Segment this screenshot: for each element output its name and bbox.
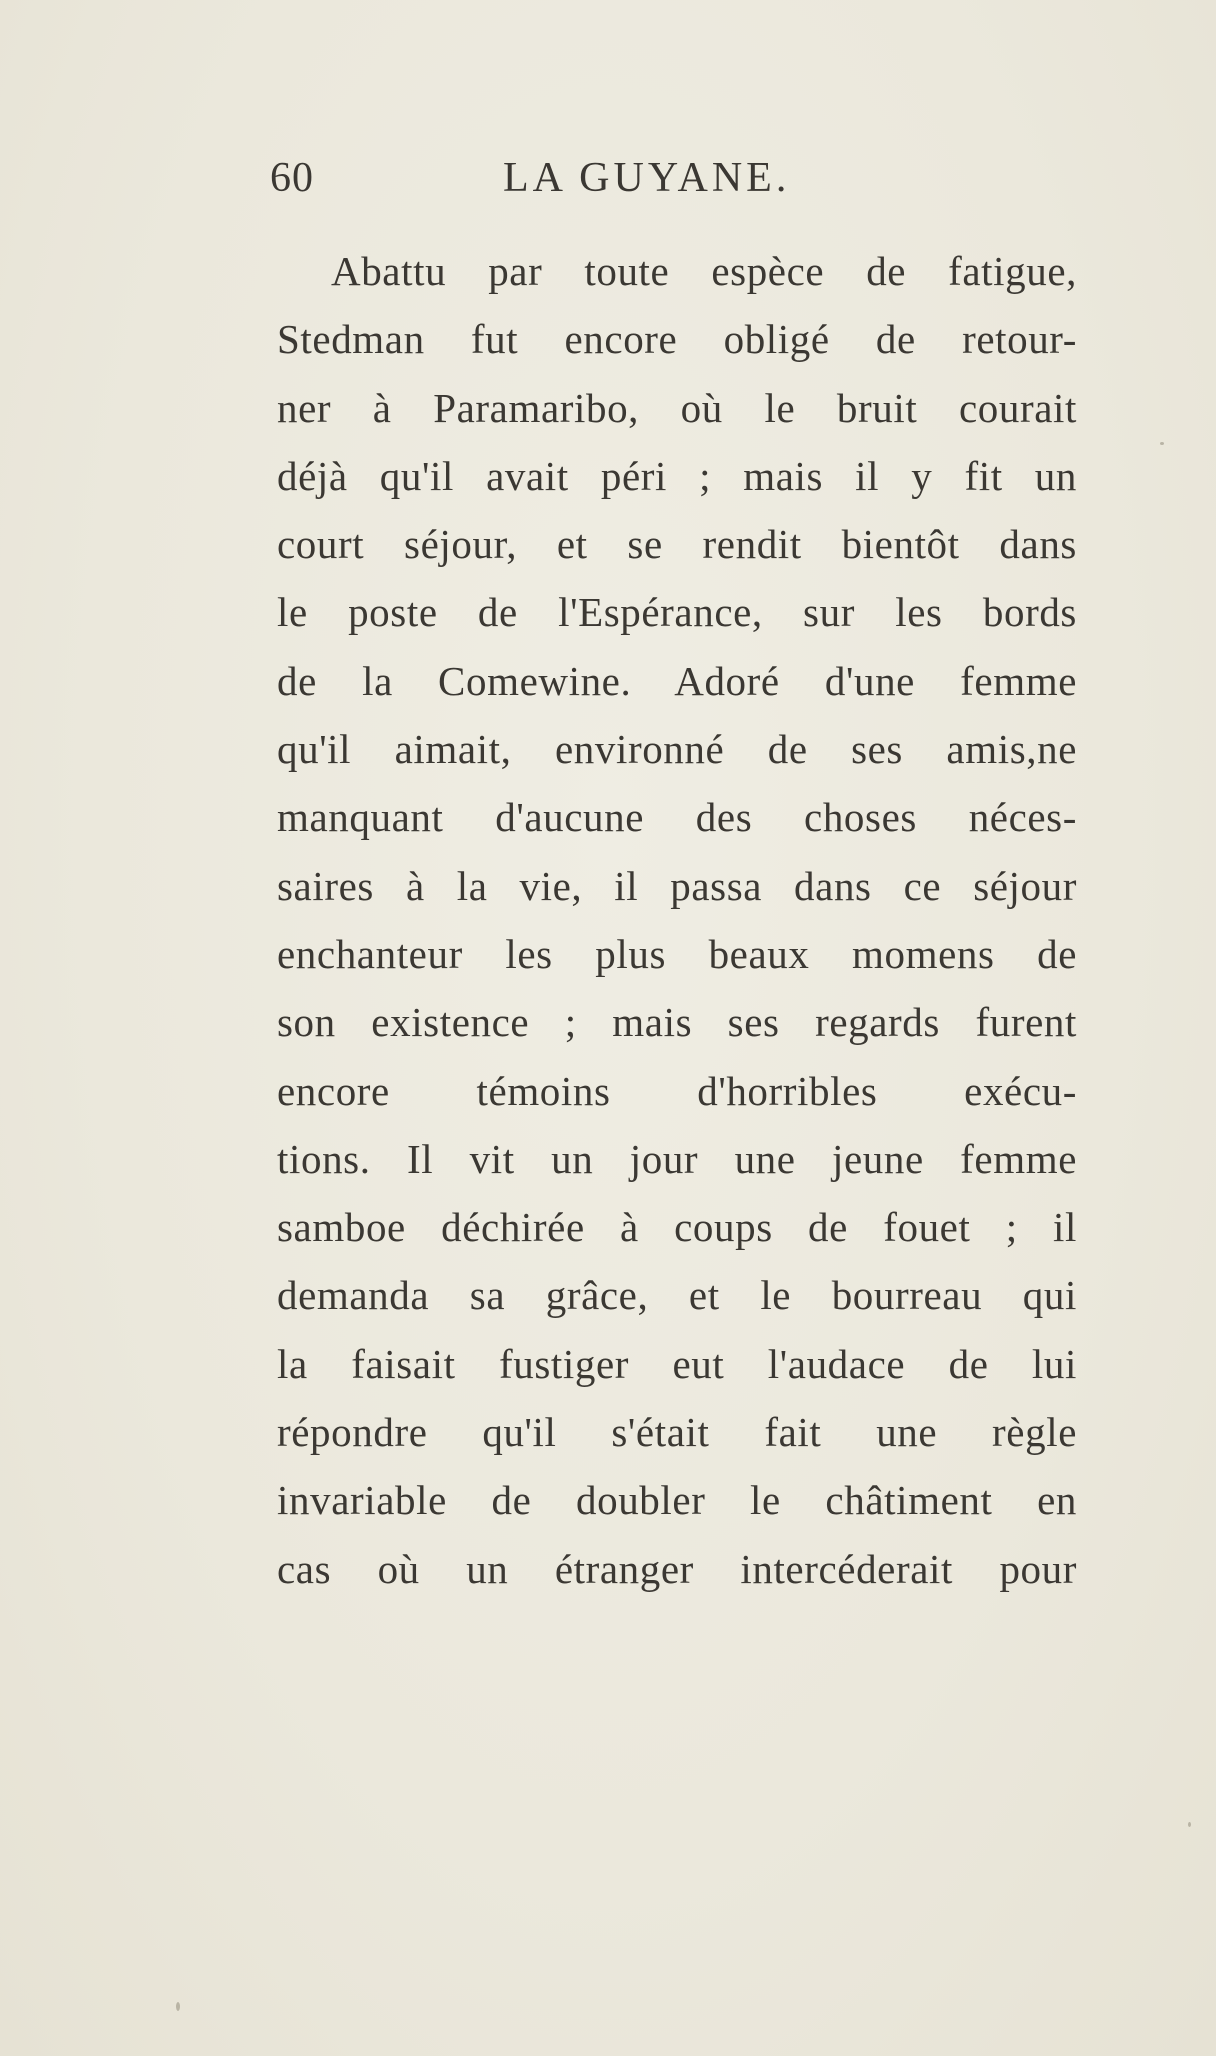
- body-text: [277, 237, 1077, 1603]
- text-line: déjà qu'il avait péri ; mais il y fit un: [277, 452, 1077, 499]
- paper-speck: [176, 2002, 180, 2011]
- text-line: demanda sa grâce, et le bourreau qui: [277, 1272, 1077, 1319]
- text-line: manquant d'aucune des choses néces-: [277, 794, 1077, 841]
- text-line: Abattu par toute espèce de fatigue,: [331, 248, 1077, 294]
- text-line: qu'il aimait, environné de ses amis,ne: [277, 726, 1077, 773]
- text-line: invariable de doubler le châtiment en: [277, 1477, 1077, 1524]
- text-line: cas où un étranger intercéderait pour: [277, 1545, 1077, 1592]
- text-line: le poste de l'Espérance, sur les bords: [277, 589, 1077, 636]
- text-line: enchanteur les plus beaux momens de: [277, 930, 1077, 977]
- text-line: Stedman fut encore obligé de retour-: [277, 316, 1077, 363]
- text-line: ner à Paramaribo, où le bruit courait: [277, 384, 1077, 431]
- paper-speck: [1160, 442, 1164, 445]
- running-head: [270, 148, 840, 208]
- text-line: samboe déchirée à coups de fouet ; il: [277, 1204, 1077, 1251]
- text-line: encore témoins d'horribles exécu-: [277, 1067, 1077, 1114]
- text-line: de la Comewine. Adoré d'une femme: [277, 657, 1077, 704]
- text-line: saires à la vie, il passa dans ce séjour: [277, 862, 1077, 909]
- page-number: 60: [270, 155, 314, 201]
- text-line: répondre qu'il s'était fait une règle: [277, 1409, 1077, 1456]
- text-line: court séjour, et se rendit bientôt dans: [277, 521, 1077, 568]
- text-line: son existence ; mais ses regards furent: [277, 999, 1077, 1046]
- running-title: LA GUYANE.: [503, 155, 791, 201]
- text-line: la faisait fustiger eut l'audace de lui: [277, 1340, 1077, 1387]
- text-line: tions. Il vit un jour une jeune femme: [277, 1135, 1077, 1182]
- paper-speck: [1188, 1822, 1191, 1827]
